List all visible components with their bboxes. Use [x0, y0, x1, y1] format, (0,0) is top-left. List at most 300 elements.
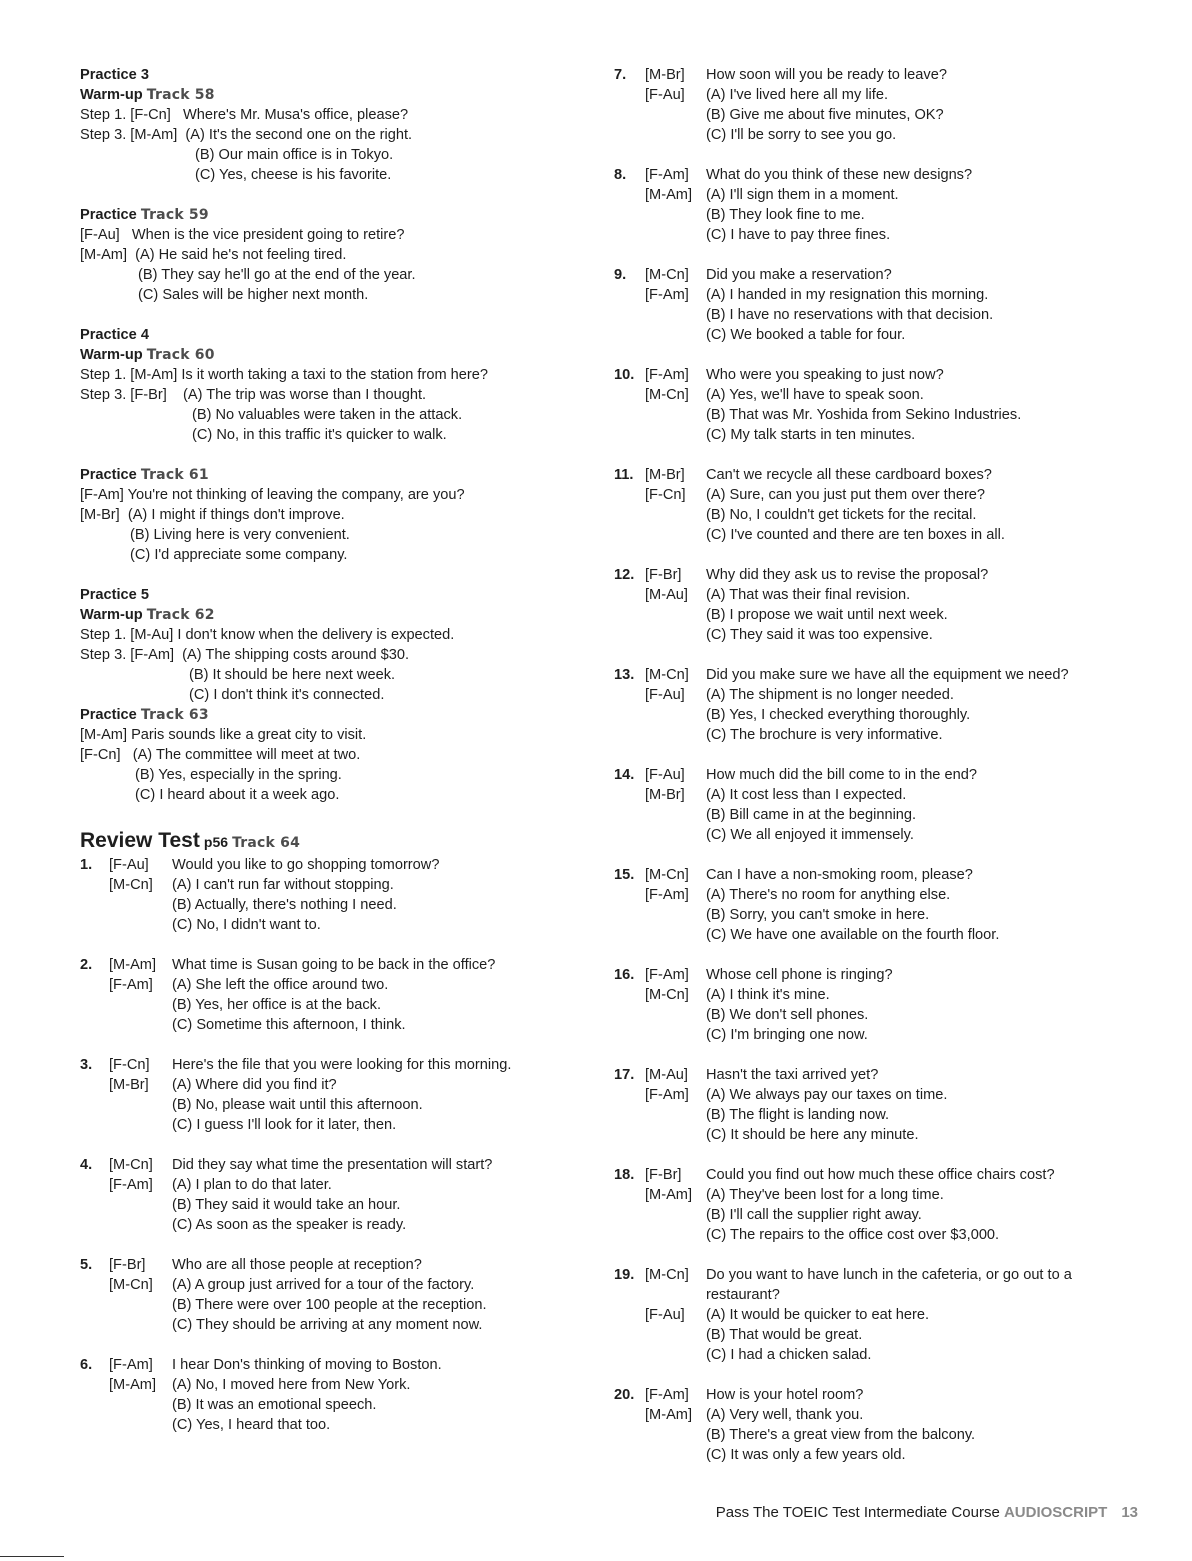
option-a	[80, 1375, 570, 1395]
option-c-text: (C) I'm bringing one now.	[706, 1027, 868, 1043]
option-a	[614, 585, 1134, 605]
option-a: [M-Am] (A) He said he's not feeling tired.	[80, 247, 347, 263]
option-b	[614, 1205, 1134, 1225]
practice-heading: Practice Track 63	[80, 707, 209, 723]
option-a-text: (A) Sure, can you just put them over there?	[706, 487, 986, 503]
step-3-line: Step 3. [F-Am] (A) The shipping costs around $30.	[80, 647, 410, 663]
option-a	[80, 975, 570, 995]
option-b: (B) It should be here next week.	[189, 667, 396, 683]
item-number: 5.	[80, 1257, 93, 1273]
speaker-label: [F-Au]	[645, 767, 685, 783]
page-number: 13	[1121, 1504, 1138, 1521]
step-1-line: Step 1. [M-Am] Is it worth taking a taxi to the station from here?	[80, 367, 488, 383]
option-c	[614, 525, 1134, 545]
option-a-text: (A) We always pay our taxes on time.	[706, 1087, 948, 1103]
option-b-text: (B) There were over 100 people at the reception.	[172, 1297, 487, 1313]
item-number: 20.	[614, 1387, 635, 1403]
question-line-text: Who were you speaking to just now?	[706, 367, 944, 383]
item-number: 17.	[614, 1067, 635, 1083]
option-b-text: (B) I have no reservations with that decision.	[706, 307, 994, 323]
option-a	[614, 1185, 1134, 1205]
option-b	[80, 1295, 570, 1315]
speaker-label: [F-Am]	[645, 1387, 689, 1403]
speaker-label: [M-Cn]	[645, 667, 689, 683]
speaker-label: [M-Am]	[645, 1407, 693, 1423]
option-c-text: (C) It was only a few years old.	[706, 1447, 906, 1463]
option-c-text: (C) They should be arriving at any moment now.	[172, 1317, 483, 1333]
option-c-text: (C) I have to pay three fines.	[706, 227, 891, 243]
review-item	[80, 855, 570, 935]
option-a	[614, 985, 1134, 1005]
option-b-text: (B) It was an emotional speech.	[172, 1397, 377, 1413]
speaker-label: [F-Am]	[109, 977, 153, 993]
footer-course-title: Pass The TOEIC Test Intermediate Course	[715, 1504, 1004, 1521]
review-item	[614, 865, 1134, 945]
option-c-text: (C) My talk starts in ten minutes.	[706, 427, 916, 443]
option-a-text: (A) She left the office around two.	[172, 977, 389, 993]
option-c-text: (C) They said it was too expensive.	[706, 627, 933, 643]
review-item	[80, 1155, 570, 1235]
option-b: (B) No valuables were taken in the attack.	[192, 407, 463, 423]
review-item	[614, 965, 1134, 1045]
question-line-text: Who are all those people at reception?	[172, 1257, 422, 1273]
option-a	[80, 875, 570, 895]
warmup-heading: Warm-up Track 62	[80, 607, 215, 623]
question-line: [F-Au] When is the vice president going to retire?	[80, 227, 405, 243]
question-line	[614, 265, 1134, 285]
speaker-label: [F-Am]	[645, 167, 689, 183]
question-line: [M-Am] Paris sounds like a great city to visit.	[80, 727, 367, 743]
option-a-text: (A) The shipment is no longer needed.	[706, 687, 954, 703]
option-c: (C) I heard about it a week ago.	[135, 787, 340, 803]
option-c	[614, 1025, 1134, 1045]
review-item	[80, 955, 570, 1035]
question-line	[80, 1055, 570, 1075]
practice-3	[80, 65, 570, 185]
review-item	[614, 265, 1134, 345]
option-b	[614, 605, 1134, 625]
question-line	[614, 1385, 1134, 1405]
question-line	[614, 65, 1134, 85]
review-item	[80, 1355, 570, 1435]
speaker-label: [M-Br]	[109, 1077, 149, 1093]
review-item	[614, 65, 1134, 145]
option-c-text: (C) No, I didn't want to.	[172, 917, 321, 933]
option-c	[614, 825, 1134, 845]
option-c-text: (C) I guess I'll look for it later, then.	[172, 1117, 397, 1133]
option-b	[80, 1095, 570, 1115]
question-line	[80, 1355, 570, 1375]
practice-heading: Practice 5	[80, 587, 149, 603]
option-a-text: (A) I've lived here all my life.	[706, 87, 889, 103]
speaker-label: [M-Cn]	[109, 1277, 153, 1293]
question-line-text: What do you think of these new designs?	[706, 167, 973, 183]
review-item	[614, 1385, 1134, 1465]
option-b-text: (B) I'll call the supplier right away.	[706, 1207, 922, 1223]
question-line	[80, 1255, 570, 1275]
right-column	[614, 65, 1134, 1465]
review-test-heading	[80, 831, 570, 855]
option-a	[614, 885, 1134, 905]
question-line	[614, 765, 1134, 785]
speaker-label: [M-Cn]	[645, 987, 689, 1003]
review-page-ref: p56	[203, 834, 229, 850]
track-label: Track 64	[232, 835, 301, 851]
option-c	[80, 1115, 570, 1135]
option-a-text: (A) That was their final revision.	[706, 587, 911, 603]
review-test-title: Review Test	[80, 829, 200, 852]
speaker-label: [M-Br]	[645, 787, 685, 803]
track-label: Track 59	[140, 207, 209, 223]
review-item	[614, 165, 1134, 245]
speaker-label: [M-Au]	[645, 587, 688, 603]
warmup-heading: Warm-up Track 60	[80, 347, 215, 363]
speaker-label: [F-Am]	[645, 967, 689, 983]
option-c	[614, 925, 1134, 945]
option-c-text: (C) I had a chicken salad.	[706, 1347, 872, 1363]
option-c	[80, 1415, 570, 1435]
option-c-text: (C) Sometime this afternoon, I think.	[172, 1017, 406, 1033]
speaker-label: [M-Br]	[645, 467, 685, 483]
review-item	[614, 365, 1134, 445]
option-c	[614, 1445, 1134, 1465]
item-number: 9.	[614, 267, 627, 283]
track-label: Track 63	[140, 707, 209, 723]
option-a	[614, 85, 1134, 105]
option-b-text: (B) That was Mr. Yoshida from Sekino Industries.	[706, 407, 1022, 423]
question-line-text: Hasn't the taxi arrived yet?	[706, 1067, 879, 1083]
option-a	[80, 1275, 570, 1295]
step-3-line: Step 3. [F-Br] (A) The trip was worse than I thought.	[80, 387, 427, 403]
option-c	[614, 325, 1134, 345]
question-line	[614, 465, 1134, 485]
option-b	[614, 705, 1134, 725]
option-a-text: (A) There's no room for anything else.	[706, 887, 951, 903]
option-c	[614, 1225, 1134, 1245]
question-line-text: Could you find out how much these office chairs cost?	[706, 1167, 1055, 1183]
option-c	[80, 1315, 570, 1335]
option-b-text: (B) Yes, I checked everything thoroughly.	[706, 707, 971, 723]
speaker-label: [M-Cn]	[645, 1267, 689, 1283]
option-b	[614, 1105, 1134, 1125]
speaker-label: [F-Cn]	[645, 487, 686, 503]
option-a	[614, 185, 1134, 205]
option-b-text: (B) They look fine to me.	[706, 207, 865, 223]
option-a	[614, 1305, 1134, 1325]
item-number: 10.	[614, 367, 635, 383]
option-c-text: (C) The brochure is very informative.	[706, 727, 943, 743]
option-b	[614, 1425, 1134, 1445]
option-b: (B) They say he'll go at the end of the year.	[138, 267, 416, 283]
speaker-label: [F-Br]	[645, 1167, 682, 1183]
speaker-label: [F-Am]	[109, 1357, 153, 1373]
question-line	[614, 365, 1134, 385]
practice-heading: Practice Track 59	[80, 207, 209, 223]
option-a: [M-Br] (A) I might if things don't improve.	[80, 507, 345, 523]
question-line	[614, 165, 1134, 185]
question-line-text: Whose cell phone is ringing?	[706, 967, 893, 983]
speaker-label: [F-Am]	[645, 887, 689, 903]
practice-4	[80, 325, 570, 445]
practice-track-61	[80, 465, 570, 565]
item-number: 6.	[80, 1357, 93, 1373]
track-label: Track 61	[140, 467, 209, 483]
speaker-label: [M-Cn]	[645, 267, 689, 283]
option-c	[614, 225, 1134, 245]
question-line: [F-Am] You're not thinking of leaving the company, are you?	[80, 487, 465, 503]
question-continuation-text: restaurant?	[706, 1287, 780, 1303]
question-line	[614, 565, 1134, 585]
item-number: 12.	[614, 567, 635, 583]
option-b-text: (B) I propose we wait until next week.	[706, 607, 948, 623]
speaker-label: [M-Cn]	[645, 387, 689, 403]
option-a-text: (A) I'll sign them in a moment.	[706, 187, 899, 203]
review-item	[614, 565, 1134, 645]
speaker-label: [F-Au]	[645, 687, 685, 703]
bottom-rule	[0, 1556, 64, 1557]
question-line	[614, 1165, 1134, 1185]
question-line-text: Did you make a reservation?	[706, 267, 892, 283]
item-number: 7.	[614, 67, 627, 83]
speaker-label: [M-Cn]	[109, 877, 153, 893]
option-a-text: (A) I plan to do that later.	[172, 1177, 332, 1193]
question-line	[80, 855, 570, 875]
item-number: 1.	[80, 857, 93, 873]
option-a-text: (A) A group just arrived for a tour of the factory.	[172, 1277, 475, 1293]
option-a: [F-Cn] (A) The committee will meet at two.	[80, 747, 361, 763]
speaker-label: [F-Am]	[645, 367, 689, 383]
speaker-label: [F-Am]	[645, 287, 689, 303]
question-line	[80, 955, 570, 975]
option-a-text: (A) Yes, we'll have to speak soon.	[706, 387, 924, 403]
option-c-text: (C) We have one available on the fourth floor.	[706, 927, 1000, 943]
question-line-text: Would you like to go shopping tomorrow?	[172, 857, 440, 873]
option-c	[614, 425, 1134, 445]
speaker-label: [F-Cn]	[109, 1057, 150, 1073]
option-c	[614, 125, 1134, 145]
item-number: 11.	[614, 467, 634, 483]
item-number: 8.	[614, 167, 627, 183]
question-line-text: Do you want to have lunch in the cafeteria, or go out to a	[706, 1267, 1072, 1283]
speaker-label: [M-Am]	[645, 1187, 693, 1203]
question-line	[614, 665, 1134, 685]
option-c	[614, 1345, 1134, 1365]
option-c	[614, 1125, 1134, 1145]
option-b	[80, 895, 570, 915]
option-a	[614, 485, 1134, 505]
option-b-text: (B) That would be great.	[706, 1327, 863, 1343]
option-c: (C) Yes, cheese is his favorite.	[195, 167, 392, 183]
question-line	[80, 1155, 570, 1175]
item-number: 13.	[614, 667, 635, 683]
option-c: (C) I'd appreciate some company.	[130, 547, 348, 563]
option-b	[614, 1005, 1134, 1025]
question-line-text: I hear Don's thinking of moving to Boston.	[172, 1357, 442, 1373]
question-line-text: Can I have a non-smoking room, please?	[706, 867, 973, 883]
question-line-text: How soon will you be ready to leave?	[706, 67, 947, 83]
item-number: 18.	[614, 1167, 635, 1183]
option-b-text: (B) No, please wait until this afternoon.	[172, 1097, 423, 1113]
footer-section-label: AUDIOSCRIPT	[1003, 1504, 1108, 1521]
option-a-text: (A) I think it's mine.	[706, 987, 830, 1003]
option-b-text: (B) There's a great view from the balcony.	[706, 1427, 976, 1443]
item-number: 3.	[80, 1057, 93, 1073]
option-b	[614, 805, 1134, 825]
option-a	[614, 1405, 1134, 1425]
step-1-line: Step 1. [F-Cn] Where's Mr. Musa's office, please?	[80, 107, 409, 123]
speaker-label: [M-Au]	[645, 1067, 688, 1083]
option-b	[80, 1395, 570, 1415]
question-line	[614, 865, 1134, 885]
option-a-text: (A) Where did you find it?	[172, 1077, 337, 1093]
page-footer	[716, 1503, 1138, 1523]
option-a	[614, 1085, 1134, 1105]
track-label: Track 62	[146, 607, 215, 623]
option-a	[614, 285, 1134, 305]
speaker-label: [F-Au]	[645, 87, 685, 103]
warmup-heading: Warm-up Track 58	[80, 87, 215, 103]
question-line-text: How is your hotel room?	[706, 1387, 864, 1403]
option-a	[614, 385, 1134, 405]
option-c	[80, 915, 570, 935]
question-line	[614, 1265, 1134, 1285]
question-line-text: Did they say what time the presentation will start?	[172, 1157, 493, 1173]
question-line-text: Why did they ask us to revise the proposal?	[706, 567, 989, 583]
option-b-text: (B) They said it would take an hour.	[172, 1197, 401, 1213]
review-item	[614, 665, 1134, 745]
option-c-text: (C) I'll be sorry to see you go.	[706, 127, 897, 143]
review-item	[80, 1055, 570, 1135]
option-a-text: (A) It cost less than I expected.	[706, 787, 907, 803]
option-c	[614, 725, 1134, 745]
option-a	[80, 1075, 570, 1095]
question-line-text: Can't we recycle all these cardboard boxes?	[706, 467, 992, 483]
option-b	[614, 1325, 1134, 1345]
option-c: (C) No, in this traffic it's quicker to walk.	[192, 427, 447, 443]
option-b-text: (B) Yes, her office is at the back.	[172, 997, 382, 1013]
speaker-label: [F-Br]	[645, 567, 682, 583]
item-number: 16.	[614, 967, 635, 983]
item-number: 4.	[80, 1157, 93, 1173]
speaker-label: [M-Am]	[645, 187, 693, 203]
option-c-text: (C) The repairs to the office cost over $3,000.	[706, 1227, 1000, 1243]
step-1-line: Step 1. [M-Au] I don't know when the delivery is expected.	[80, 627, 455, 643]
track-label: Track 58	[146, 87, 215, 103]
option-b-text: (B) Bill came in at the beginning.	[706, 807, 917, 823]
practice-5	[80, 585, 570, 705]
option-b-text: (B) The flight is landing now.	[706, 1107, 890, 1123]
speaker-label: [F-Br]	[109, 1257, 146, 1273]
option-c-text: (C) It should be here any minute.	[706, 1127, 919, 1143]
item-number: 14.	[614, 767, 635, 783]
speaker-label: [F-Au]	[645, 1307, 685, 1323]
item-number: 19.	[614, 1267, 635, 1283]
review-item	[614, 1165, 1134, 1245]
option-c: (C) Sales will be higher next month.	[138, 287, 369, 303]
option-a-text: (A) No, I moved here from New York.	[172, 1377, 411, 1393]
question-line	[614, 965, 1134, 985]
question-line-text: What time is Susan going to be back in the office?	[172, 957, 496, 973]
option-b	[614, 505, 1134, 525]
option-c-text: (C) I've counted and there are ten boxes in all.	[706, 527, 1005, 543]
review-item	[614, 1265, 1134, 1365]
left-column	[80, 65, 570, 1435]
speaker-label: [M-Am]	[109, 957, 157, 973]
practice-track-63	[80, 705, 570, 805]
question-line-text: Here's the file that you were looking for this morning.	[172, 1057, 512, 1073]
option-b	[614, 905, 1134, 925]
option-b: (B) Living here is very convenient.	[130, 527, 350, 543]
option-b	[80, 1195, 570, 1215]
option-b-text: (B) Sorry, you can't smoke in here.	[706, 907, 930, 923]
option-a-text: (A) I handed in my resignation this morning.	[706, 287, 989, 303]
option-a	[80, 1175, 570, 1195]
option-b	[614, 305, 1134, 325]
option-a	[614, 685, 1134, 705]
option-a-text: (A) It would be quicker to eat here.	[706, 1307, 930, 1323]
question-line-text: Did you make sure we have all the equipment we need?	[706, 667, 1069, 683]
practice-heading: Practice 4	[80, 327, 149, 343]
speaker-label: [M-Cn]	[645, 867, 689, 883]
speaker-label: [F-Am]	[109, 1177, 153, 1193]
option-c-text: (C) We booked a table for four.	[706, 327, 906, 343]
option-c-text: (C) As soon as the speaker is ready.	[172, 1217, 407, 1233]
option-a-text: (A) Very well, thank you.	[706, 1407, 864, 1423]
option-b: (B) Yes, especially in the spring.	[135, 767, 342, 783]
question-line	[614, 1065, 1134, 1085]
practice-heading: Practice Track 61	[80, 467, 209, 483]
option-b: (B) Our main office is in Tokyo.	[195, 147, 394, 163]
option-b-text: (B) Give me about five minutes, OK?	[706, 107, 944, 123]
review-items-left	[80, 855, 570, 1435]
option-c	[80, 1215, 570, 1235]
speaker-label: [F-Am]	[645, 1087, 689, 1103]
review-items-right	[614, 65, 1134, 1465]
question-line-text: How much did the bill come to in the end?	[706, 767, 977, 783]
option-a-text: (A) They've been lost for a long time.	[706, 1187, 944, 1203]
speaker-label: [M-Cn]	[109, 1157, 153, 1173]
item-number: 2.	[80, 957, 93, 973]
review-item	[80, 1255, 570, 1335]
option-c: (C) I don't think it's connected.	[189, 687, 385, 703]
option-c-text: (C) We all enjoyed it immensely.	[706, 827, 914, 843]
speaker-label: [F-Au]	[109, 857, 149, 873]
item-number: 15.	[614, 867, 635, 883]
review-item	[614, 465, 1134, 545]
step-3-line: Step 3. [M-Am] (A) It's the second one on the right.	[80, 127, 413, 143]
option-b	[80, 995, 570, 1015]
option-b	[614, 405, 1134, 425]
option-c	[614, 625, 1134, 645]
speaker-label: [M-Am]	[109, 1377, 157, 1393]
option-a	[614, 785, 1134, 805]
option-b-text: (B) We don't sell phones.	[706, 1007, 869, 1023]
practice-heading: Practice 3	[80, 67, 149, 83]
option-b-text: (B) Actually, there's nothing I need.	[172, 897, 397, 913]
question-continuation	[614, 1285, 1134, 1305]
review-item	[614, 765, 1134, 845]
option-c-text: (C) Yes, I heard that too.	[172, 1417, 331, 1433]
option-b	[614, 205, 1134, 225]
option-a-text: (A) I can't run far without stopping.	[172, 877, 394, 893]
option-b	[614, 105, 1134, 125]
option-c	[80, 1015, 570, 1035]
track-label: Track 60	[146, 347, 215, 363]
speaker-label: [M-Br]	[645, 67, 685, 83]
review-item	[614, 1065, 1134, 1145]
option-b-text: (B) No, I couldn't get tickets for the recital.	[706, 507, 977, 523]
practice-track-59	[80, 205, 570, 305]
